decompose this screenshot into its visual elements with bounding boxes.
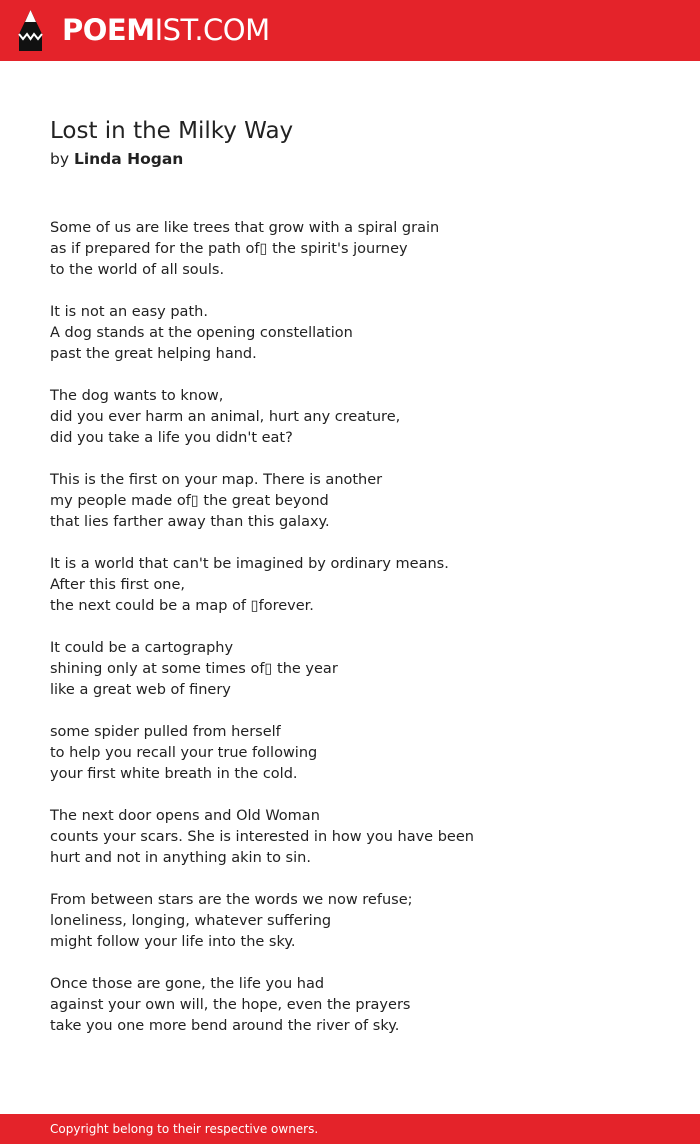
brand-name-bold: POEM [62, 13, 155, 47]
author-name: Linda Hogan [73, 150, 184, 168]
poem-line: This is the first on your map. There is another [50, 472, 383, 488]
brand-name-light: IST.COM [154, 13, 270, 47]
by-label: by [50, 150, 70, 168]
poem-title: Lost in the Milky Way [50, 118, 294, 144]
poem-line: that lies farther away than this galaxy. [50, 514, 330, 530]
site-logo-link[interactable] [62, 13, 270, 47]
poem-line: Once those are gone, the life you had [50, 976, 325, 992]
poem-line: loneliness, longing, whatever suffering [50, 913, 332, 929]
poem-line: shining only at some times of▯ the year [50, 661, 338, 677]
poem-line: against your own will, the hope, even the prayers [50, 997, 411, 1013]
stanza [50, 386, 670, 449]
poem-line: Some of us are like trees that grow with a spiral grain [50, 220, 440, 236]
poem-body [50, 218, 670, 1058]
poem-line: From between stars are the words we now refuse; [50, 892, 413, 908]
stanza [50, 890, 670, 953]
copyright-notice: Copyright belong to their respective owners. [50, 1122, 319, 1136]
stanza [50, 554, 670, 617]
poem-line: to help you recall your true following [50, 745, 318, 761]
poem-line: the next could be a map of ▯forever. [50, 598, 314, 614]
poem-line: hurt and not in anything akin to sin. [50, 850, 311, 866]
site-header [0, 0, 700, 61]
poem-line: to the world of all souls. [50, 262, 225, 278]
poem-line: counts your scars. She is interested in how you have been [50, 829, 474, 845]
stanza [50, 806, 670, 869]
stanza [50, 218, 670, 281]
stanza [50, 722, 670, 785]
site-footer [0, 1114, 700, 1144]
poem-line: some spider pulled from herself [50, 724, 281, 740]
poem-line: past the great helping hand. [50, 346, 257, 362]
poem-line: It could be a cartography [50, 640, 234, 656]
poem-line: your first white breath in the cold. [50, 766, 298, 782]
pencil-tip-icon[interactable] [18, 10, 43, 52]
poem-line: did you take a life you didn't eat? [50, 430, 293, 446]
stanza [50, 974, 670, 1037]
poem-line: did you ever harm an animal, hurt any creature, [50, 409, 401, 425]
stanza [50, 470, 670, 533]
poem-line: It is not an easy path. [50, 304, 208, 320]
poem-line: as if prepared for the path of▯ the spirit's journey [50, 241, 408, 257]
poem-line: my people made of▯ the great beyond [50, 493, 329, 509]
poem-line: The next door opens and Old Woman [50, 808, 320, 824]
byline [50, 148, 183, 170]
poem-line: After this first one, [50, 577, 186, 593]
poem-line: The dog wants to know, [50, 388, 224, 404]
poem-line: like a great web of finery [50, 682, 231, 698]
poem-line: A dog stands at the opening constellation [50, 325, 353, 341]
stanza [50, 302, 670, 365]
stanza [50, 638, 670, 701]
poem-line: might follow your life into the sky. [50, 934, 296, 950]
poem-line: It is a world that can't be imagined by ordinary means. [50, 556, 449, 572]
poem-line: take you one more bend around the river of sky. [50, 1018, 400, 1034]
